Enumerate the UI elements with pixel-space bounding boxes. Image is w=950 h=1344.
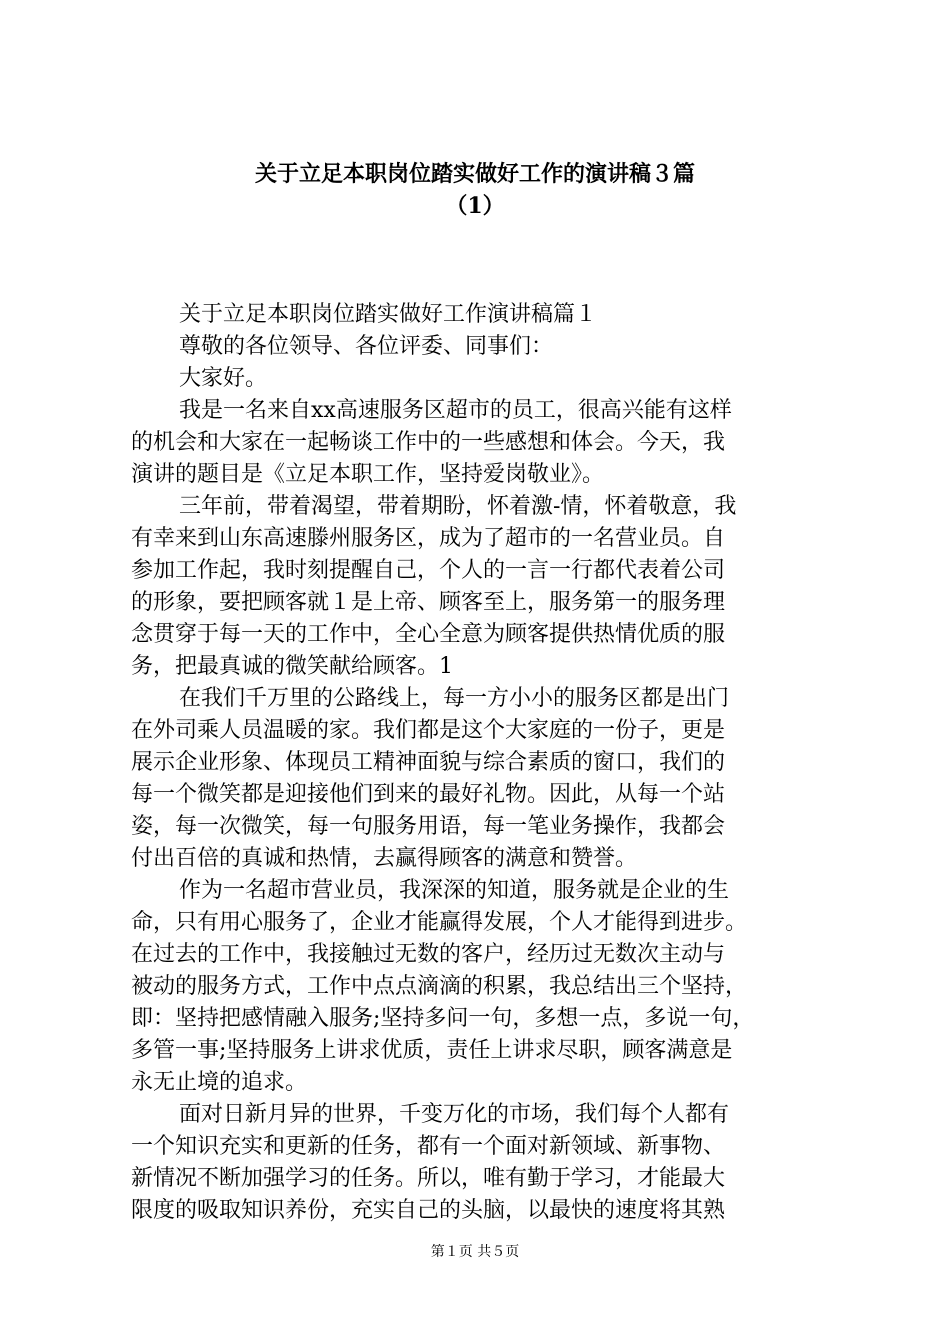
paragraph-line: 演讲的题目是《立足本职工作，坚持爱岗敬业》。 <box>131 462 605 487</box>
page-footer: 第１页 共５页 <box>430 1244 520 1260</box>
paragraph-line: 作为一名超市营业员，我深深的知道，服务就是企业的生 <box>179 878 730 903</box>
paragraph-line: 关于立足本职岗位踏实做好工作演讲稿篇１ <box>179 302 598 327</box>
paragraph-line: 的形象，要把顾客就１是上帝、顾客至上，服务第一的服务理 <box>131 590 726 615</box>
paragraph-line: 新情况不断加强学习的任务。所以，唯有勤于学习，才能最大 <box>131 1166 726 1191</box>
paragraph-line: 尊敬的各位领导、各位评委、同事们： <box>179 334 554 359</box>
paragraph-line: 在外司乘人员温暖的家。我们都是这个大家庭的一份子，更是 <box>131 718 726 743</box>
paragraph-line: 我是一名来自xx高速服务区超市的员工，很高兴能有这样 <box>179 398 732 423</box>
paragraph-line: 付出百倍的真诚和热情，去赢得顾客的满意和赞誉。 <box>131 846 638 871</box>
paragraph-line: 被动的服务方式，工作中点点滴滴的积累，我总结出三个坚持， <box>131 974 748 999</box>
paragraph-line: 三年前，带着渴望，带着期盼，怀着激-情，怀着敬意，我 <box>179 494 737 519</box>
paragraph-line: 有幸来到山东高速滕州服务区，成为了超市的一名营业员。自 <box>131 526 726 551</box>
paragraph-line: 的机会和大家在一起畅谈工作中的一些感想和体会。今天，我 <box>131 430 726 455</box>
paragraph-line: 展示企业形象、体现员工精神面貌与综合素质的窗口，我们的 <box>131 750 726 775</box>
paragraph-line: 在过去的工作中，我接触过无数的客户，经历过无数次主动与 <box>131 942 726 967</box>
paragraph-line: 姿，每一次微笑，每一句服务用语，每一笔业务操作，我都会 <box>131 814 726 839</box>
paragraph-line: 务，把最真诚的微笑献给顾客。1 <box>131 654 453 679</box>
paragraph-line: 在我们千万里的公路线上，每一方小小的服务区都是出门 <box>179 686 730 711</box>
paragraph-line: 永无止境的追求。 <box>131 1070 308 1095</box>
paragraph-line: 念贯穿于每一天的工作中，全心全意为顾客提供热情优质的服 <box>131 622 726 647</box>
title-line: 关于立足本职岗位踏实做好工作的演讲稿３篇 <box>254 161 695 187</box>
title-line: （1） <box>445 193 505 219</box>
paragraph-line: 命，只有用心服务了，企业才能赢得发展，个人才能得到进步。 <box>131 910 748 935</box>
document-title <box>120 158 830 222</box>
paragraph-line: 限度的吸取知识养份，充实自己的头脑，以最快的速度将其熟 <box>131 1198 726 1223</box>
paragraph-line: 参加工作起，我时刻提醒自己，个人的一言一行都代表着公司 <box>131 558 726 583</box>
paragraph-line: 大家好。 <box>179 366 268 391</box>
paragraph-line: 即：坚持把感情融入服务;坚持多问一句，多想一点，多说一句， <box>131 1006 755 1031</box>
paragraph-line: 一个知识充实和更新的任务，都有一个面对新领域、新事物、 <box>131 1134 726 1159</box>
paragraph-line: 每一个微笑都是迎接他们到来的最好礼物。因此，从每一个站 <box>131 782 726 807</box>
paragraph-line: 多管一事;坚持服务上讲求优质，责任上讲求尽职，顾客满意是 <box>131 1038 733 1063</box>
document-body <box>131 299 831 1227</box>
paragraph-line: 面对日新月异的世界，千变万化的市场，我们每个人都有 <box>179 1102 730 1127</box>
